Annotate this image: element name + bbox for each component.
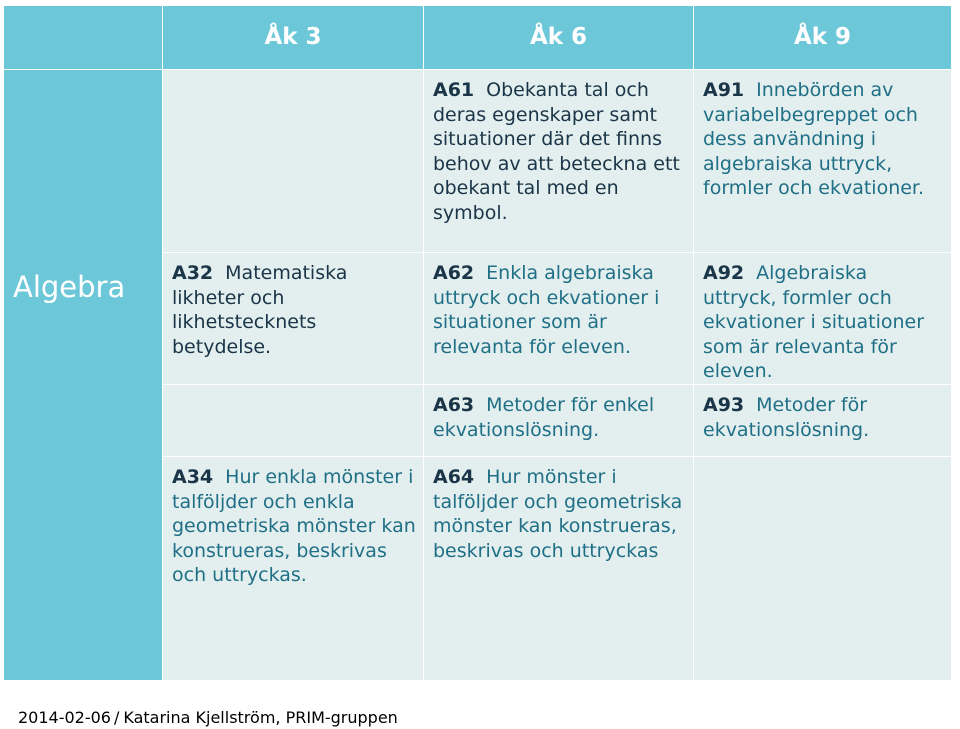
cell-r1-ak6 [424,70,694,253]
goal-text: Innebörden av variabelbegreppet och dess användning i algebraiska uttryck, formler och ekvationer. [703,79,925,199]
goal-text: Metoder för enkel ekvationslösning. [433,394,655,441]
goal-text: Metoder för ekvationslösning. [703,394,870,441]
cell-r2-ak9 [694,253,952,385]
footer [18,708,398,727]
cell-r2-ak3 [163,253,424,385]
goal-code: A32 [172,262,214,284]
cell-r2-ak6 [424,253,694,385]
goal-text: Enkla algebraiska uttryck och ekvationer i situationer som är relevanta för eleven. [433,262,660,358]
cell-r4-ak3 [163,457,424,681]
goal-code: A64 [433,466,475,488]
cell-r4-ak9 [694,457,952,681]
goal-code: A63 [433,394,475,416]
cell-r3-ak6 [424,385,694,457]
cell-r3-ak3 [163,385,424,457]
cell-r4-ak6 [424,457,694,681]
topic-label: Algebra [13,270,126,304]
header-ak6: Åk 6 [424,6,694,70]
goal-text: Obekanta tal och deras egenskaper samt situationer där det finns behov av att beteckna ett obekant tal med en symbol. [433,79,680,224]
goal-code: A91 [703,79,745,101]
header-empty-cell [4,6,163,70]
goal-code: A61 [433,79,475,101]
goal-code: A92 [703,262,745,284]
footer-separator: / [113,708,120,727]
cell-r1-ak9 [694,70,952,253]
header-ak9: Åk 9 [694,6,952,70]
footer-date: 2014-02-06 [18,708,111,727]
goal-text: Matematiska likheter och likhetstecknets betydelse. [172,262,348,358]
goal-code: A62 [433,262,475,284]
header-ak3: Åk 3 [163,6,424,70]
goal-text: Hur mönster i talföljder och geometriska mönster kan konstrueras, beskrivas och uttryckas [433,466,683,562]
goal-text: Hur enkla mönster i talföljder och enkla geometriska mönster kan konstrueras, beskrivas och uttryckas. [172,466,416,586]
curriculum-table [4,6,952,681]
topic-cell [4,70,163,681]
footer-author: Katarina Kjellström, PRIM-gruppen [123,708,398,727]
cell-r3-ak9 [694,385,952,457]
goal-code: A34 [172,466,214,488]
goal-text: Algebraiska uttryck, formler och ekvationer i situationer som är relevanta för eleven. [703,262,925,382]
goal-code: A93 [703,394,745,416]
cell-r1-ak3 [163,70,424,253]
